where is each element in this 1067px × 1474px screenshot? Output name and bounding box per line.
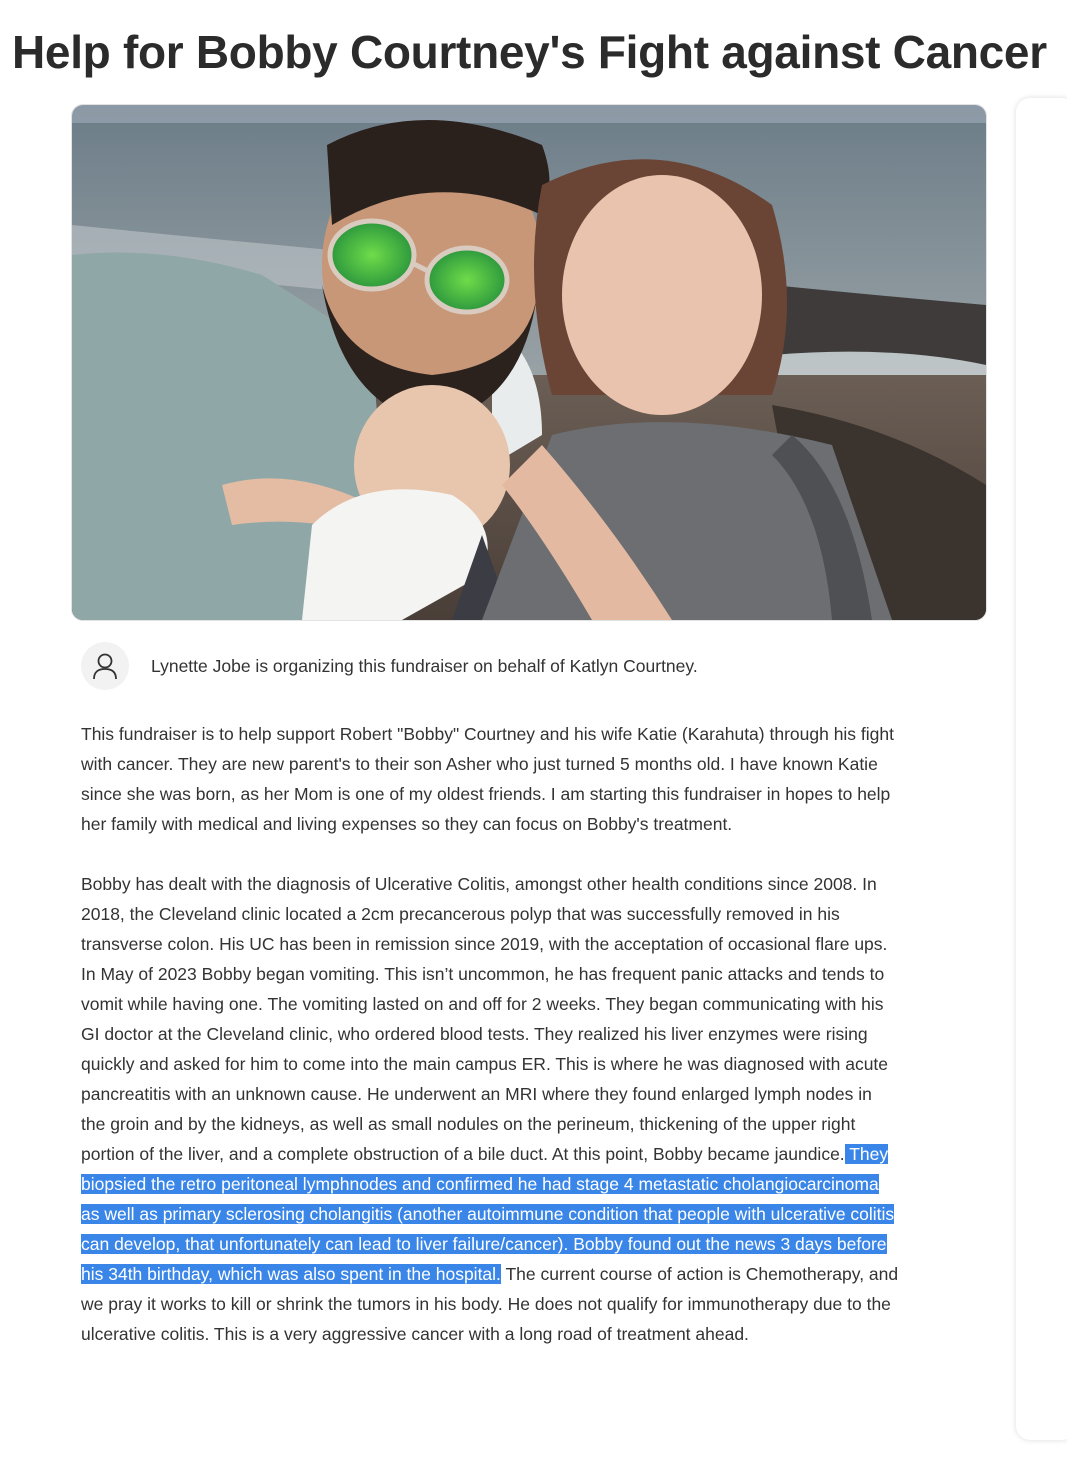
organizer-text: Lynette Jobe is organizing this fundraiser on behalf of Katlyn Courtney. [151,655,698,676]
donation-sidebar-card [1016,98,1067,1440]
page-title: Help for Bobby Courtney's Fight against Cancer [12,26,1047,78]
story-text: The current course of action is Chemotherapy, and we pray it works to kill or shrink the tumors in his body. He does not qualify for immunotherapy due to the ulcerative colitis. This is a very aggressive cancer with a long road of treatment ahead. [81,1264,899,1344]
story-text: Bobby has dealt with the diagnosis of Ulcerative Colitis, amongst other health conditions since 2008. In 2018, the Cleveland clinic located a 2cm precancerous polyp that was successfully removed in his transverse colon. His UC has been in remission since 2019, with the acceptation of occasional flare ups. In May of 2023 Bobby began vomiting. This isn’t uncommon, he has frequent panic attacks and tends to vomit while having one. The vomiting lasted on and off for 2 weeks. They began communicating with his GI doctor at the Cleveland clinic, who ordered blood tests. They realized his liver enzymes were rising quickly and asked for him to come into the main campus ER. This is where he was diagnosed with acute pancreatitis with an unknown cause. He underwent an MRI where they found enlarged lymph nodes in the groin and by the kidneys, as well as small nodules on the perineum, thickening of the upper right portion of the liver, and a complete obstruction of a bile duct. At this point, Bobby became jaundice. [81,874,889,1164]
selected-text: They biopsied the retro peritoneal lymphnodes and confirmed he had stage 4 metastatic cholangiocarcinoma as well as primary sclerosing cholangitis (another autoimmune condition that people with ulcerative colitis can develop, that unfortunately can lead to liver failure/cancer). Bobby found out the news 3 days before his 34th birthday, which was also spent in the hospital. [81,1144,895,1284]
family-beach-photo-image [72,105,986,620]
campaign-photo[interactable] [71,104,987,621]
avatar [81,642,129,690]
person-icon [92,652,118,680]
organizer-row [81,642,698,690]
story-body [81,719,901,1349]
story-paragraph: This fundraiser is to help support Robert "Bobby" Courtney and his wife Katie (Karahuta) through his fight with cancer. They are new parent's to their son Asher who just turned 5 months old. I have known Katie since she was born, as her Mom is one of my oldest friends. I am starting this fundraiser in hopes to help her family with medical and living expenses so they can focus on Bobby's treatment. [81,724,894,834]
story-paragraph [81,869,901,1349]
